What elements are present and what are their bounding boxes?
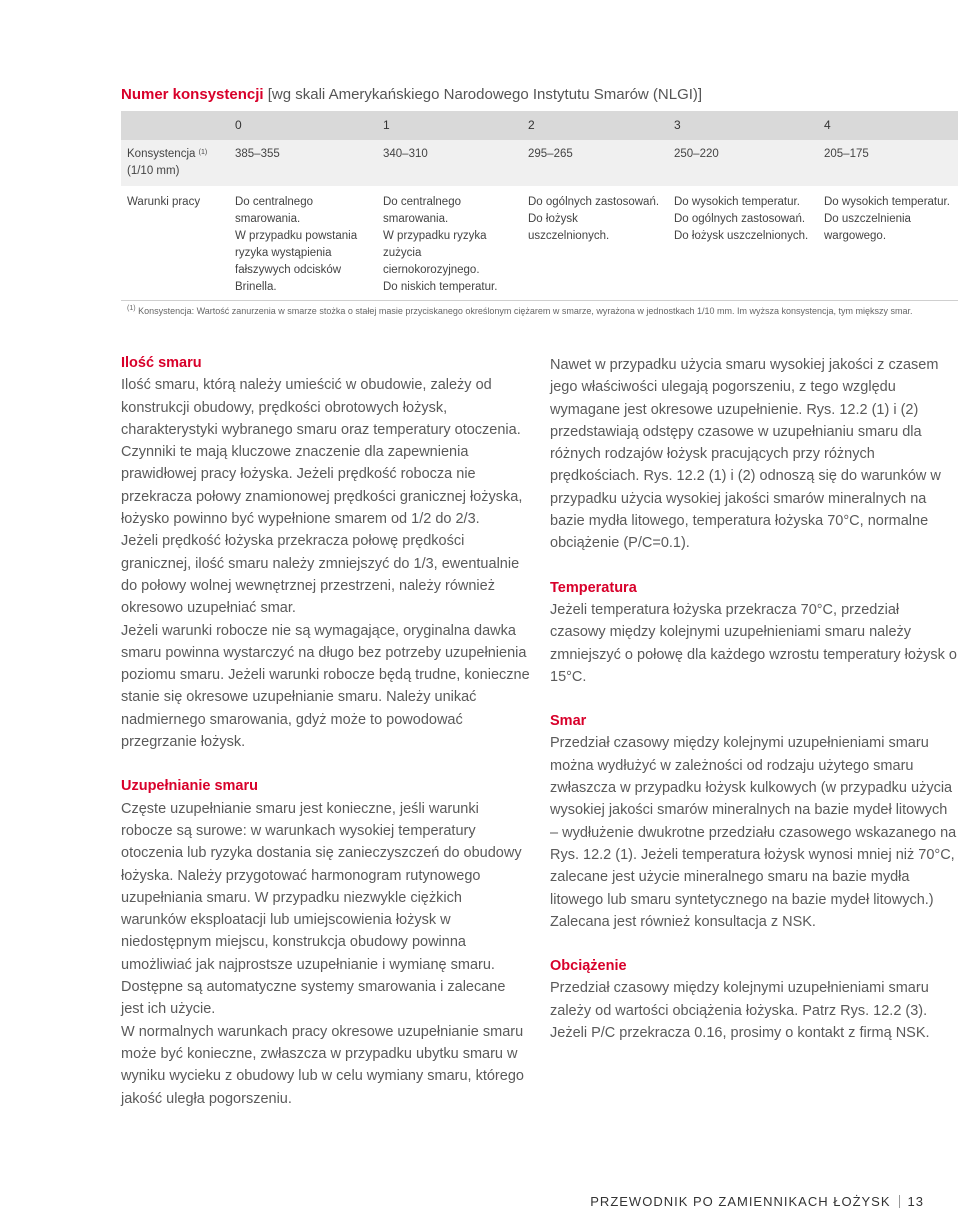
right-column xyxy=(550,354,958,1044)
consistency-row xyxy=(121,140,958,186)
page-footer xyxy=(590,1194,924,1209)
table-title xyxy=(121,86,702,103)
condition-line: Do centralnego smarowania. xyxy=(383,196,461,225)
paragraph: Przedział czasowy między kolejnymi uzupełnieniami smaru zależy od wartości obciążenia łożyska. Patrz Rys. 12.2 (3). Jeżeli P/C przekracza 0.16, prosimy o kontakt z firmą NSK. xyxy=(550,980,930,1042)
condition-line: Do łożysk uszczelnionych. xyxy=(528,213,610,242)
consistency-table xyxy=(121,111,958,317)
paragraph: W normalnych warunkach pracy okresowe uzupełnianie smaru może być konieczne, zwłaszcza w przypadku ubytku smaru w wyniku wycieku z obudowy lub w celu wymiany smaru, którego jakość uległa pogorszeniu. xyxy=(121,1023,524,1107)
consistency-value: 385–355 xyxy=(229,140,377,186)
header-cell: 1 xyxy=(377,111,522,140)
conditions-cell xyxy=(522,186,668,296)
condition-line: Do uszczelnienia wargowego. xyxy=(824,213,911,242)
table-title-label: Numer konsystencji xyxy=(121,86,264,103)
condition-line: Do centralnego smarowania. xyxy=(235,196,313,225)
paragraph: Jeżeli warunki robocze nie są wymagające, oryginalna dawka smaru powinna wystarczyć na długo bez potrzeby uzupełnienia poziomu smaru. Jeżeli warunki robocze będą trudne, konieczne stanie się okresowe uzupełnianie smaru. Należy unikać nadmiernego smarowania, gdyż może to powodować przegrzanie łożysk. xyxy=(121,622,530,751)
page-number: 13 xyxy=(907,1194,924,1209)
header-empty-cell xyxy=(121,111,229,140)
section-heading-obciazenie: Obciążenie xyxy=(550,958,627,975)
condition-line: Do ogólnych zastosowań. xyxy=(674,213,806,225)
condition-line: W przypadku powstania ryzyka wystąpienia fałszywych odcisków Brinella. xyxy=(235,230,358,293)
conditions-cell xyxy=(377,186,522,296)
footer-separator xyxy=(899,1195,900,1208)
condition-line: Do wysokich temperatur. xyxy=(824,196,950,208)
consistency-value: 250–220 xyxy=(668,140,818,186)
condition-line: Do niskich temperatur. xyxy=(383,281,498,293)
conditions-cell xyxy=(229,186,377,296)
consistency-unit: (1/10 mm) xyxy=(127,165,180,177)
condition-line: Do wysokich temperatur. xyxy=(674,196,800,208)
section-heading-smar: Smar xyxy=(550,713,587,730)
table-title-rest: [wg skali Amerykańskiego Narodowego Instytutu Smarów (NLGI)] xyxy=(267,86,703,103)
paragraph: Jeżeli temperatura łożyska przekracza 70°C, przedział czasowy między kolejnymi uzupełnieniami smaru należy zmniejszyć o połowę dla każdego wzrostu temperatury łożysk o 15°C. xyxy=(550,601,957,685)
consistency-footnote-mark: (1) xyxy=(198,149,208,156)
section-heading-ilosc-smaru: Ilość smaru xyxy=(121,355,202,371)
consistency-value: 205–175 xyxy=(818,140,958,186)
left-column xyxy=(121,352,531,1110)
table-header-row xyxy=(121,111,958,140)
paragraph: Nawet w przypadku użycia smaru wysokiej jakości z czasem jego właściwości ulegają pogorszeniu, z tego względu wymagane jest okresowe uzupełnienie. Rys. 12.2 (1) i (2) przedstawiają odstępy czasowe w uzupełnianiu smaru dla różnych rodzajów łożysk pracujących przy różnych prędkościach. Rys. 12.2 (1) i (2) odnoszą się do warunków w przypadku użycia wysokiej jakości smarów mineralnych na bazie mydła litowego, temperatura łożyska 70°C, normalne obciążenie (P/C=0.1). xyxy=(550,357,941,552)
paragraph: Przedział czasowy między kolejnymi uzupełnieniami smaru można wydłużyć w zależności od rodzaju użytego smaru zwłaszcza w przypadku łożysk kulkowych (w przypadku użycia wysokiej jakości smarów mineralnych na bazie mydeł litowych – wydłużenie dwukrotne przedziału czasowego wskazanego na Rys. 12.2 (1). Jeżeli temperatura łożysk wynosi mniej niż 70°C, zalecane jest użycie mineralnego smaru na bazie mydła litowego lub smaru syntetycznego na bazie mydeł litowych.) xyxy=(550,735,957,908)
paragraph: Częste uzupełnianie smaru jest konieczne, jeśli warunki robocze są surowe: w warunkach wysokiej temperatury otoczenia lub ryzyka dostania się zanieczyszczeń do obudowy łożyska. Należy przygotować harmonogram rutynowego uzupełniania smaru. W przypadku niezwykle ciężkich warunków eksploatacji lub umiejscowienia łożysk w niedostępnym miejscu, konstrukcja obudowy powinna umożliwiać jak najprostsze uzupełnianie i wymianę smaru. Dostępne są automatyczne systemy smarowania i zalecane jest ich użycie. xyxy=(121,800,522,1018)
consistency-value: 295–265 xyxy=(522,140,668,186)
section-heading-temperatura: Temperatura xyxy=(550,579,637,596)
footnote-mark: (1) xyxy=(127,305,136,312)
divider xyxy=(121,300,958,301)
header-cell: 2 xyxy=(522,111,668,140)
conditions-cell xyxy=(818,186,958,296)
consistency-label: Konsystencja xyxy=(127,148,196,160)
conditions-row xyxy=(121,186,958,296)
paragraph: Zalecana jest również konsultacja z NSK. xyxy=(550,913,816,930)
condition-line: Do łożysk uszczelnionych. xyxy=(674,230,809,242)
section-heading-uzupelnianie: Uzupełnianie smaru xyxy=(121,778,258,795)
condition-line: Do ogólnych zastosowań. xyxy=(528,196,660,208)
footer-title: PRZEWODNIK PO ZAMIENNIKACH ŁOŻYSK xyxy=(590,1194,891,1209)
conditions-label: Warunki pracy xyxy=(127,196,201,208)
header-cell: 0 xyxy=(229,111,377,140)
consistency-value: 340–310 xyxy=(377,140,522,186)
header-cell: 4 xyxy=(818,111,958,140)
paragraph: Ilość smaru, którą należy umieścić w obudowie, zależy od konstrukcji obudowy, prędkości obrotowych łożysk, charakterystyki wybranego smaru oraz temperatury otoczenia. Czynniki te mają kluczowe znaczenie dla zapewnienia prawidłowej pracy łożyska. Jeżeli prędkość robocza nie przekracza połowy znamionowej prędkości granicznej łożyska, łożysko powinno być wypełnione smarem od 1/2 do 2/3. xyxy=(121,377,523,528)
paragraph: Jeżeli prędkość łożyska przekracza połowę prędkości granicznej, ilość smaru należy zmniejszyć do 1/3, ewentualnie do połowy wolnej wewnętrznej przestrzeni, należy również okresowo uzupełniać smar. xyxy=(121,533,520,617)
condition-line: W przypadku ryzyka zużycia ciernokorozyjnego. xyxy=(383,230,487,276)
consistency-label-cell xyxy=(121,140,229,186)
conditions-cell xyxy=(668,186,818,296)
header-cell: 3 xyxy=(668,111,818,140)
footnote-text: Konsystencja: Wartość zanurzenia w smarze stożka o stałej masie przyciskanego określonym ciężarem w smarze, wyrażona w jednostkach 1/10 mm. Im wyższa konsystencja, tym miększy smar. xyxy=(138,306,913,316)
